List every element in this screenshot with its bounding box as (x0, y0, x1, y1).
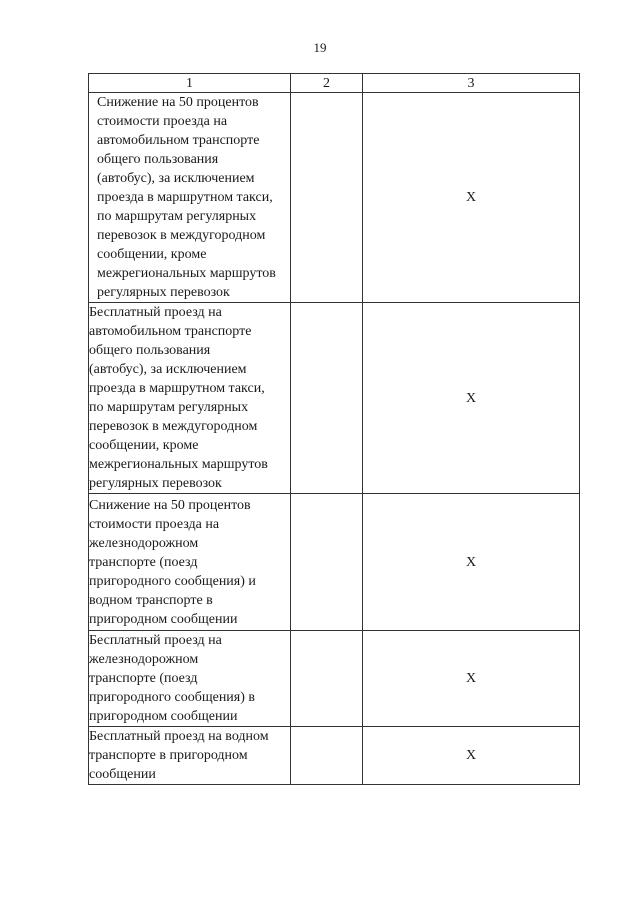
page-number: 19 (313, 40, 327, 55)
column-header-2: 2 (291, 74, 363, 93)
column-2-cell (291, 494, 363, 631)
column-3-mark: Х (363, 93, 580, 303)
benefit-description: Бесплатный проезд на железнодорожном транспорте (поезд пригородного сообщения) в пригородном сообщении (89, 631, 291, 727)
table-row (89, 631, 580, 727)
column-3-mark: Х (363, 727, 580, 785)
benefit-description: Снижение на 50 процентов стоимости проезда на автомобильном транспорте общего пользования (автобус), за исключением проезда в маршрутном такси, по маршрутам регулярных перевозок в междугородном сообщении, кроме межрегиональных маршрутов регулярных перевозок (89, 93, 291, 303)
benefit-description: Бесплатный проезд на водном транспорте в пригородном сообщении (89, 727, 291, 785)
column-header-3: 3 (363, 74, 580, 93)
column-3-mark: Х (363, 494, 580, 631)
table-row (89, 303, 580, 494)
column-3-mark: Х (363, 303, 580, 494)
column-2-cell (291, 631, 363, 727)
column-2-cell (291, 303, 363, 494)
table-row (89, 93, 580, 303)
table-row (89, 727, 580, 785)
column-2-cell (291, 727, 363, 785)
benefit-description: Снижение на 50 процентов стоимости проезда на железнодорожном транспорте (поезд пригородного сообщения) и водном транспорте в пригородном сообщении (89, 494, 291, 631)
column-3-mark: Х (363, 631, 580, 727)
column-2-cell (291, 93, 363, 303)
table-row (89, 494, 580, 631)
column-header-1: 1 (89, 74, 291, 93)
benefits-table (88, 73, 580, 785)
table-header-row (89, 74, 580, 93)
benefit-description: Бесплатный проезд на автомобильном транспорте общего пользования (автобус), за исключением проезда в маршрутном такси, по маршрутам регулярных перевозок в междугородном сообщении, кроме межрегиональных маршрутов регулярных перевозок (89, 303, 291, 494)
